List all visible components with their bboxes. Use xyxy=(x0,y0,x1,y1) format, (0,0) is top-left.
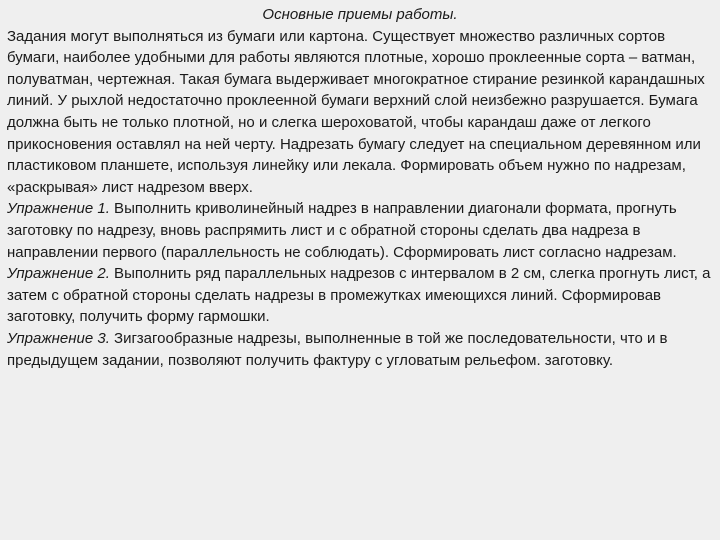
exercise-3-text: Зигзагообразные надрезы, выполненные в той же последовательности, что и в предыдущем задании, позволяют получить фактуру с угловатым рельефом. заготовку. xyxy=(7,329,668,369)
exercise-2 xyxy=(7,263,713,328)
document-title: Основные приемы работы. xyxy=(262,6,458,23)
exercise-2-label: Упражнение 2. xyxy=(7,265,110,283)
exercise-3-label: Упражнение 3. xyxy=(7,329,110,347)
exercise-1-text: Выполнить криволинейный надрез в направлении диагонали формата, прогнуть заготовку по надрезу, вновь распрямить лист и с обратной стороны сделать два надреза в направлении первого (параллельность не соблюдать). Сформировать лист согласно надрезам. xyxy=(7,200,677,261)
exercise-3 xyxy=(7,328,713,371)
intro-paragraph: Задания могут выполняться из бумаги или картона. Существует множество различных сортов бумаги, наиболее удобными для работы являются плотные, хорошо проклеенные сорта – ватман, полуватман, чертежная. Такая бумага выдерживает многократное стирание резинкой карандашных линий. У рыхлой недостаточно проклеенной бумаги верхний слой неизбежно разрушается. Бумага должна быть не только плотной, но и слегка шероховатой, чтобы карандаш даже от легкого прикосновения оставлял на ней черту. Надрезать бумагу следует на специальном деревянном или пластиковом планшете, используя линейку или лекала. Формировать объем нужно по надрезам, «раскрывая» лист надрезом вверх. xyxy=(7,27,705,196)
exercise-1-label: Упражнение 1. xyxy=(7,200,110,218)
exercise-2-text: Выполнить ряд параллельных надрезов с интервалом в 2 см, слегка прогнуть лист, а затем с обратной стороны сделать надрезы в промежутках имеющихся линий. Сформировав заготовку, получить форму гармошки. xyxy=(7,265,711,326)
document-body xyxy=(7,4,713,371)
exercise-1 xyxy=(7,198,713,263)
